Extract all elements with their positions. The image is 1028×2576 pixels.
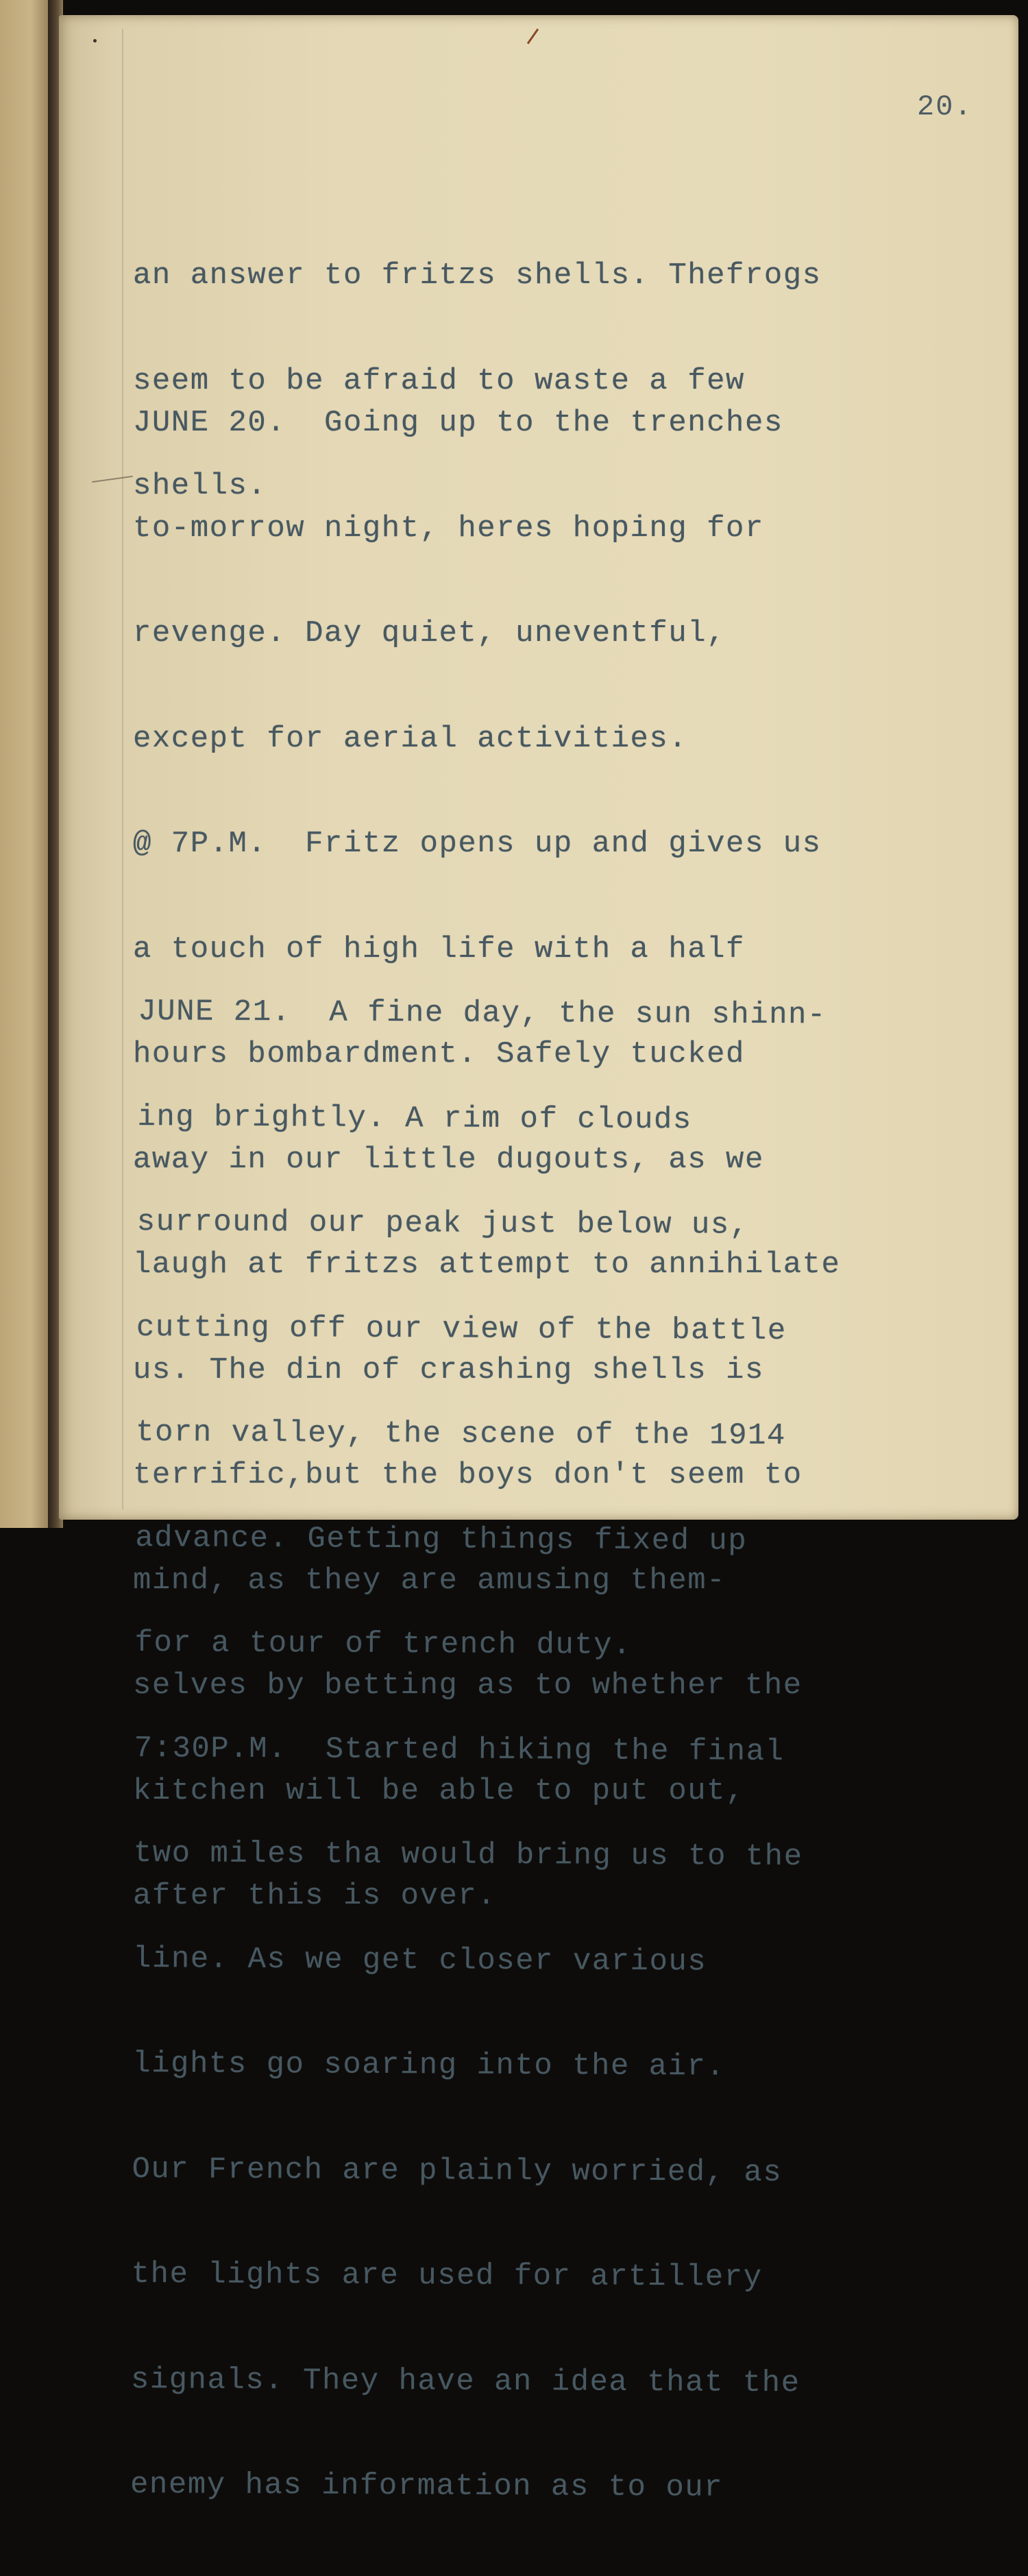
diary-entry-june-21 [124, 925, 827, 2576]
text-line: JUNE 21. A fine day, the sun shinn- [138, 995, 827, 1033]
diary-page [59, 15, 1018, 2505]
text-line: two miles tha would bring us to the [133, 1836, 803, 1875]
text-line: mind, as they are amusing them- [133, 1563, 726, 1598]
text-line: advance. Getting things fixed up [135, 1520, 748, 1559]
text-line: away in our little dugouts, as we [133, 1142, 764, 1177]
text-line: @ 7P.M. Fritz opens up and gives us [133, 827, 822, 861]
margin-rule [122, 29, 123, 1509]
text-line: to-morrow night, heres hoping for [133, 511, 764, 546]
text-line: surround our peak just below us, [136, 1205, 749, 1243]
text-line: Our French are plainly worried, as [132, 2152, 783, 2190]
text-line: an answer to fritzs shells. Thefrogs [133, 258, 822, 293]
text-line: lights go soaring into the air. [132, 2047, 726, 2085]
text-line: except for aerial activities. [133, 721, 688, 756]
text-line: kitchen will be able to put out, [133, 1773, 745, 1808]
ink-tick-mark [527, 28, 539, 44]
text-line: for a tour of trench duty. [134, 1626, 633, 1663]
text-line: line. As we get closer various [132, 1941, 707, 1979]
text-line: revenge. Day quiet, uneventful, [133, 616, 726, 651]
text-line: us. The din of crashing shells is [133, 1352, 764, 1387]
text-line: the lights are used for artillery [131, 2257, 763, 2295]
text-line: cutting off our view of the battle [136, 1310, 787, 1348]
text-line: shells. [133, 469, 267, 503]
page-number: 20. [917, 90, 973, 123]
text-line: ing brightly. A rim of clouds [137, 1099, 692, 1137]
text-line: laugh at fritzs attempt to annihilate [133, 1248, 841, 1282]
text-line: after this is over. [133, 1879, 497, 1913]
text-line: terrific,but the boys don't seem to [133, 1458, 803, 1492]
text-line: selves by betting as to whether the [133, 1668, 803, 1703]
text-line: signals. They have an idea that the [130, 2362, 800, 2401]
text-line: a touch of high life with a half [133, 932, 745, 967]
text-line: hours bombardment. Safely tucked [133, 1037, 745, 1071]
text-line: 7:30P.M. Started hiking the final [134, 1731, 785, 1769]
text-line: seem to be afraid to waste a few [133, 363, 745, 398]
text-line: torn valley, the scene of the 1914 [135, 1415, 786, 1453]
text-line: enemy has information as to our [130, 2468, 724, 2505]
text-line: JUNE 20. Going up to the trenches [133, 406, 783, 440]
ink-dot-mark [93, 39, 97, 42]
pencil-dash-mark [92, 476, 133, 483]
